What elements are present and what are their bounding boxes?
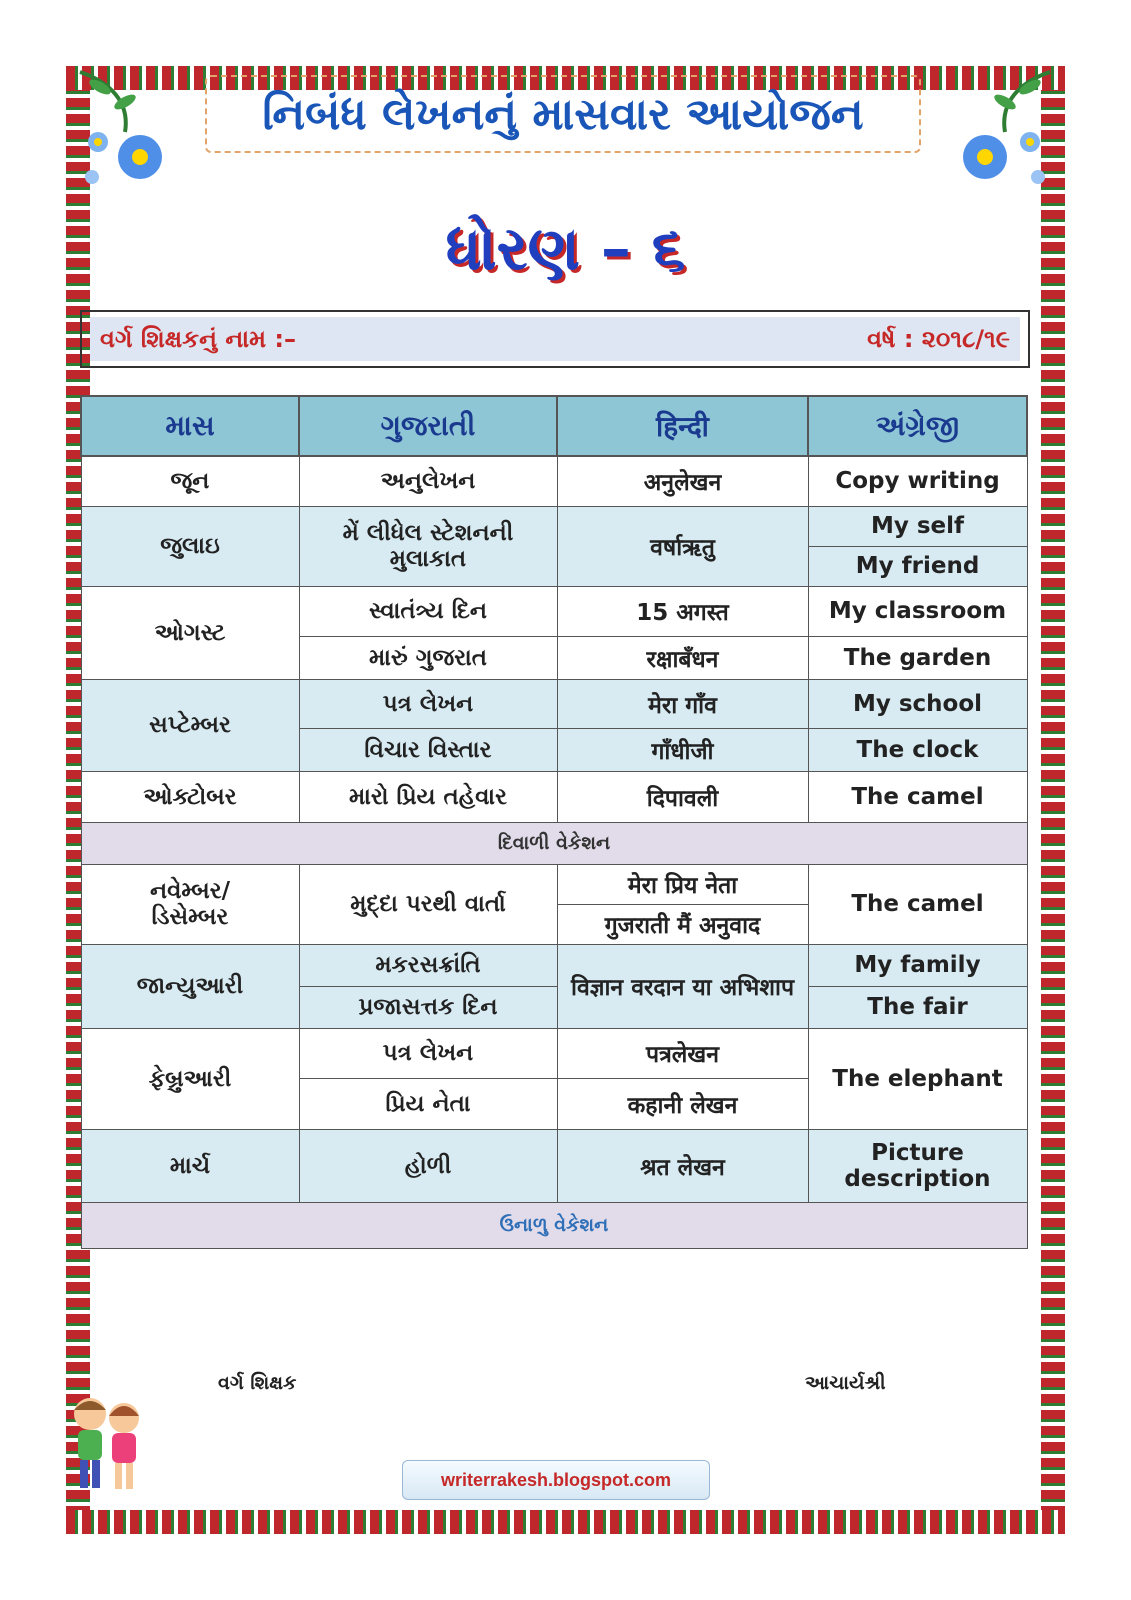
english-cell: The clock bbox=[808, 728, 1027, 771]
month-cell: જૂન bbox=[81, 456, 299, 506]
english-cell: The camel bbox=[808, 771, 1027, 822]
english-cell: The fair bbox=[808, 986, 1027, 1028]
header-english: અંગ્રેજી bbox=[808, 396, 1027, 456]
english-cell: The elephant bbox=[808, 1028, 1027, 1129]
table-row bbox=[81, 771, 1027, 822]
english-cell: My self bbox=[808, 506, 1027, 546]
summer-vacation-label: ઉનાળુ વેકેશન bbox=[81, 1202, 1027, 1248]
month-cell: ઓક્ટોબર bbox=[81, 771, 299, 822]
hindi-cell: पत्रलेखन bbox=[557, 1028, 808, 1078]
table-row bbox=[81, 944, 1027, 986]
table-row bbox=[81, 1028, 1027, 1078]
gujarati-cell: પ્રિય નેતા bbox=[299, 1078, 557, 1129]
diwali-vacation-label: દિવાળી વેકેશન bbox=[81, 822, 1027, 864]
hindi-cell: श्रत लेखन bbox=[557, 1129, 808, 1202]
hindi-cell: गाँधीजी bbox=[557, 728, 808, 771]
hindi-cell: रक्षाबँधन bbox=[557, 636, 808, 679]
gujarati-cell: વિચાર વિસ્તાર bbox=[299, 728, 557, 771]
table-row bbox=[81, 679, 1027, 728]
month-cell: સપ્ટેમ્બર bbox=[81, 679, 299, 771]
grade-heading: ધોરણ – ૬ bbox=[445, 214, 686, 284]
english-cell: The camel bbox=[808, 864, 1027, 944]
gujarati-cell: પત્ર લેખન bbox=[299, 679, 557, 728]
title-box bbox=[205, 75, 921, 153]
hindi-cell: वर्षाऋतु bbox=[557, 506, 808, 586]
info-box bbox=[80, 310, 1030, 368]
english-cell: Picture description bbox=[808, 1129, 1027, 1202]
principal-signature-label: આચાર્યશ્રી bbox=[805, 1372, 886, 1394]
year-label: વર્ષ : ૨૦૧૮/૧૯ bbox=[867, 325, 1010, 353]
hindi-cell: दिपावली bbox=[557, 771, 808, 822]
gujarati-cell: મુદ્દા પરથી વાર્તા bbox=[299, 864, 557, 944]
table-row bbox=[81, 456, 1027, 506]
english-cell: My family bbox=[808, 944, 1027, 986]
teacher-signature-label: વર્ગ શિક્ષક bbox=[218, 1372, 297, 1394]
header-hindi: हिन्दी bbox=[557, 396, 808, 456]
gujarati-cell: સ્વાતંત્ર્ય દિન bbox=[299, 586, 557, 636]
gujarati-cell: મારું ગુજરાત bbox=[299, 636, 557, 679]
gujarati-cell: મકરસક્રાંતિ bbox=[299, 944, 557, 986]
gujarati-cell: પત્ર લેખન bbox=[299, 1028, 557, 1078]
blog-url-link[interactable]: writerrakesh.blogspot.com bbox=[402, 1460, 710, 1500]
vacation-row bbox=[81, 822, 1027, 864]
page-title: નિબંધ લેખનનું માસવાર આયોજન bbox=[262, 88, 864, 140]
flower-decoration-right bbox=[950, 62, 1060, 192]
gujarati-cell: મારો પ્રિય તહેવાર bbox=[299, 771, 557, 822]
flower-decoration-left bbox=[70, 62, 180, 192]
month-cell: જાન્યુઆરી bbox=[81, 944, 299, 1028]
english-cell: My classroom bbox=[808, 586, 1027, 636]
english-cell: Copy writing bbox=[808, 456, 1027, 506]
hindi-cell: मेरा गाँव bbox=[557, 679, 808, 728]
hindi-cell: गुजराती मैं अनुवाद bbox=[557, 904, 808, 944]
vacation-row bbox=[81, 1202, 1027, 1248]
hindi-cell: कहानी लेखन bbox=[557, 1078, 808, 1129]
table-row bbox=[81, 506, 1027, 546]
english-cell: The garden bbox=[808, 636, 1027, 679]
plan-table bbox=[80, 395, 1028, 1249]
month-cell: માર્ચ bbox=[81, 1129, 299, 1202]
gujarati-cell: અનુલેખન bbox=[299, 456, 557, 506]
teacher-name-label: વર્ગ શિક્ષકનું નામ :– bbox=[100, 325, 297, 353]
month-line: ડિસેમ્બર bbox=[151, 904, 229, 930]
header-month: માસ bbox=[81, 396, 299, 456]
kids-illustration bbox=[62, 1392, 152, 1497]
hindi-cell: विज्ञान वरदान या अभिशाप bbox=[557, 944, 808, 1028]
month-cell: ફેબ્રુઆરી bbox=[81, 1028, 299, 1129]
english-cell: My school bbox=[808, 679, 1027, 728]
header-gujarati: ગુજરાતી bbox=[299, 396, 557, 456]
gujarati-cell: હોળી bbox=[299, 1129, 557, 1202]
gujarati-cell: મેં લીધેલ સ્ટેશનની મુલાકાત bbox=[299, 506, 557, 586]
month-cell: ઓગસ્ટ bbox=[81, 586, 299, 679]
table-row bbox=[81, 586, 1027, 636]
month-cell: જુલાઇ bbox=[81, 506, 299, 586]
hindi-cell: मेरा प्रिय नेता bbox=[557, 864, 808, 904]
table-row bbox=[81, 864, 1027, 904]
gujarati-cell: પ્રજાસત્તક દિન bbox=[299, 986, 557, 1028]
hindi-cell: अनुलेखन bbox=[557, 456, 808, 506]
month-cell bbox=[81, 864, 299, 944]
month-line: નવેમ્બર/ bbox=[149, 878, 231, 904]
hindi-cell: 15 अगस्त bbox=[557, 586, 808, 636]
table-row bbox=[81, 1129, 1027, 1202]
english-cell: My friend bbox=[808, 546, 1027, 586]
